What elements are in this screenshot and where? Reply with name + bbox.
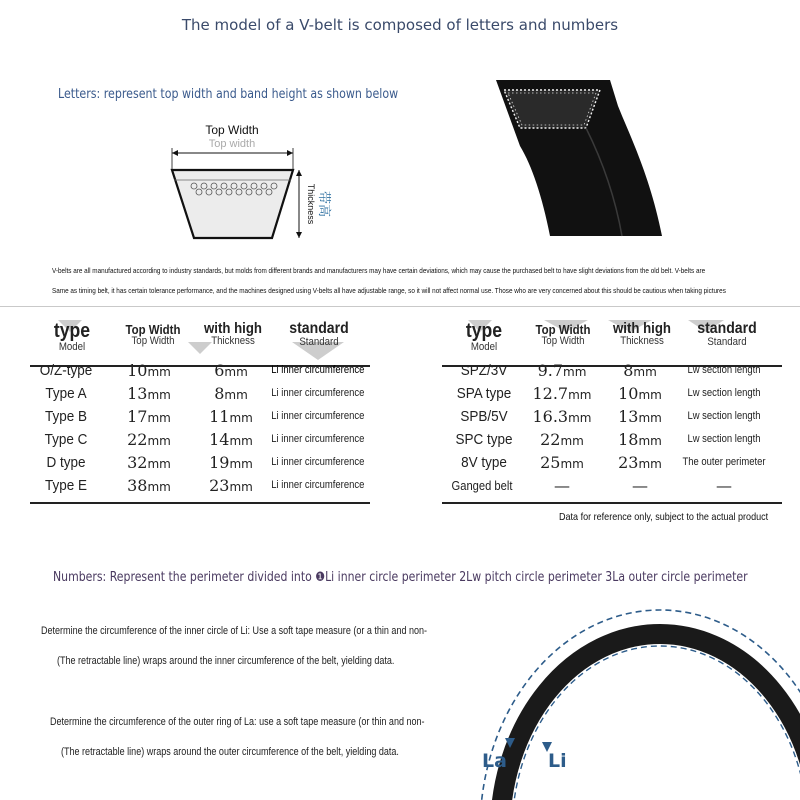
- row-standard: Lw section length: [687, 410, 761, 422]
- row-width: 25mm: [540, 453, 584, 472]
- header-high: with high: [204, 320, 262, 337]
- row-width: 12.7mm: [532, 384, 592, 403]
- row-type: 8V type: [461, 454, 507, 471]
- table-row: [30, 428, 370, 451]
- belt-cross-section-diagram: [160, 120, 340, 250]
- belt-ring-illustration: [470, 600, 800, 800]
- row-thickness: —: [632, 476, 648, 495]
- header-type: type: [53, 320, 91, 342]
- row-thickness: 23mm: [618, 453, 662, 472]
- reference-note: Data for reference only, subject to the actual product: [559, 511, 769, 523]
- row-type: Ganged belt: [451, 478, 513, 493]
- header-standard: standard: [289, 320, 349, 337]
- row-width: 22mm: [540, 430, 584, 449]
- row-standard: Li inner circumference: [271, 456, 365, 468]
- page-title: The model of a V-belt is composed of letters and numbers: [181, 16, 619, 34]
- row-thickness: 13mm: [618, 407, 662, 426]
- header-standard: standard: [697, 320, 757, 337]
- header-standard-sub: Standard: [707, 336, 747, 348]
- table-row: [30, 405, 370, 428]
- table-row: [30, 451, 370, 474]
- row-standard: Li inner circumference: [271, 387, 365, 399]
- row-thickness: 6mm: [214, 361, 248, 380]
- arrow-left-icon: [172, 150, 178, 156]
- paragraph-inner-circumference-2: (The retractable line) wraps around the inner circumference of the belt, yielding data.: [57, 655, 395, 667]
- fine-print-line-2: Same as timing belt, it has certain tolerance performance, and the machines designed using V-belts all have adjustable range, so it will not affect normal use. Those who are very concerned about this should be cautious when taking pictures: [52, 286, 726, 295]
- row-type: Type B: [44, 408, 88, 425]
- header-type: type: [465, 320, 503, 342]
- header-standard-sub: Standard: [299, 336, 339, 348]
- header-top-width: Top Width: [125, 322, 181, 337]
- header-type-sub: Model: [470, 341, 498, 353]
- table-row: [442, 428, 782, 451]
- paragraph-inner-circumference-1: Determine the circumference of the inner circle of Li: Use a soft tape measure (or a thin and non-: [41, 625, 428, 637]
- row-type: Type C: [44, 431, 88, 448]
- row-width: 17mm: [127, 407, 171, 426]
- row-type: O/Z-type: [39, 362, 93, 379]
- letters-note: Letters: represent top width and band height as shown below: [58, 87, 399, 102]
- header-type-sub: Model: [58, 341, 86, 353]
- row-thickness: 10mm: [618, 384, 662, 403]
- row-type: D type: [46, 454, 86, 471]
- belt-product-photo: [490, 76, 670, 241]
- header-high-sub: Thickness: [211, 335, 255, 347]
- numbers-note: Numbers: Represent the perimeter divided into ❶Li inner circle perimeter 2Lw pitch circle perimeter 3La outer circle perimeter: [53, 570, 748, 585]
- header-high-sub: Thickness: [620, 335, 664, 347]
- arrow-up-icon: [296, 170, 302, 176]
- row-standard: Lw section length: [687, 387, 761, 399]
- row-type: Type E: [44, 477, 88, 494]
- row-standard: Li inner circumference: [271, 364, 365, 376]
- fine-print-line-1: V-belts are all manufactured according to industry standards, but molds from different brands and manufacturers may have certain deviations, which may cause the purchased belt to have slight deviations from the old belt. V-belts are: [52, 266, 706, 275]
- cjk-band-height-label: 带高: [316, 190, 331, 218]
- row-width: —: [554, 476, 570, 495]
- header-high: with high: [613, 320, 671, 337]
- row-standard: Li inner circumference: [271, 433, 365, 445]
- thickness-label: Thickness: [306, 183, 316, 225]
- table-row: [442, 474, 782, 497]
- la-label: La: [482, 750, 507, 772]
- li-label: Li: [548, 750, 567, 772]
- table-row: [442, 382, 782, 405]
- row-standard: Li inner circumference: [271, 410, 365, 422]
- row-width: 22mm: [127, 430, 171, 449]
- row-standard: Lw section length: [687, 364, 761, 376]
- row-type: Type A: [45, 385, 87, 402]
- row-thickness: 14mm: [209, 430, 253, 449]
- row-standard: Li inner circumference: [271, 479, 365, 491]
- table-row: [442, 405, 782, 428]
- row-type: SPC type: [455, 431, 513, 448]
- row-type: SPB/5V: [460, 408, 508, 425]
- arrow-down-icon: [296, 232, 302, 238]
- header-top-width-sub: Top Width: [541, 335, 585, 347]
- row-standard: —: [716, 476, 732, 495]
- row-width: 16.3mm: [532, 407, 592, 426]
- table-row: [442, 451, 782, 474]
- row-thickness: 19mm: [209, 453, 253, 472]
- row-width: 13mm: [127, 384, 171, 403]
- table-row: [30, 359, 370, 382]
- row-width: 10mm: [127, 361, 171, 380]
- row-thickness: 8mm: [214, 384, 248, 403]
- header-top-width: Top Width: [535, 322, 591, 337]
- arrow-right-icon: [287, 150, 293, 156]
- row-width: 38mm: [127, 476, 171, 495]
- row-type: SPA type: [456, 385, 512, 402]
- header-top-width-sub: Top Width: [131, 335, 175, 347]
- top-width-label: Top Width: [205, 123, 259, 137]
- row-standard: Lw section length: [687, 433, 761, 445]
- top-width-label-faded: Top width: [208, 138, 256, 150]
- row-thickness: 8mm: [623, 361, 657, 380]
- table-row: [442, 359, 782, 382]
- row-thickness: 11mm: [209, 407, 253, 426]
- row-thickness: 18mm: [618, 430, 662, 449]
- row-width: 32mm: [127, 453, 171, 472]
- paragraph-outer-circumference-2: (The retractable line) wraps around the outer circumference of the belt, yielding data.: [61, 746, 399, 758]
- belt-ring: [500, 634, 800, 800]
- row-width: 9.7mm: [537, 361, 587, 380]
- row-type: SPZ/3V: [460, 362, 508, 379]
- table-row: [30, 382, 370, 405]
- table-header: [442, 320, 782, 364]
- table-header: [30, 320, 370, 364]
- row-standard: The outer perimeter: [682, 456, 766, 468]
- section-divider: [0, 306, 800, 307]
- row-thickness: 23mm: [209, 476, 253, 495]
- table-row: [30, 474, 370, 497]
- paragraph-outer-circumference-1: Determine the circumference of the outer ring of La: use a soft tape measure (or thin and non-: [50, 716, 425, 728]
